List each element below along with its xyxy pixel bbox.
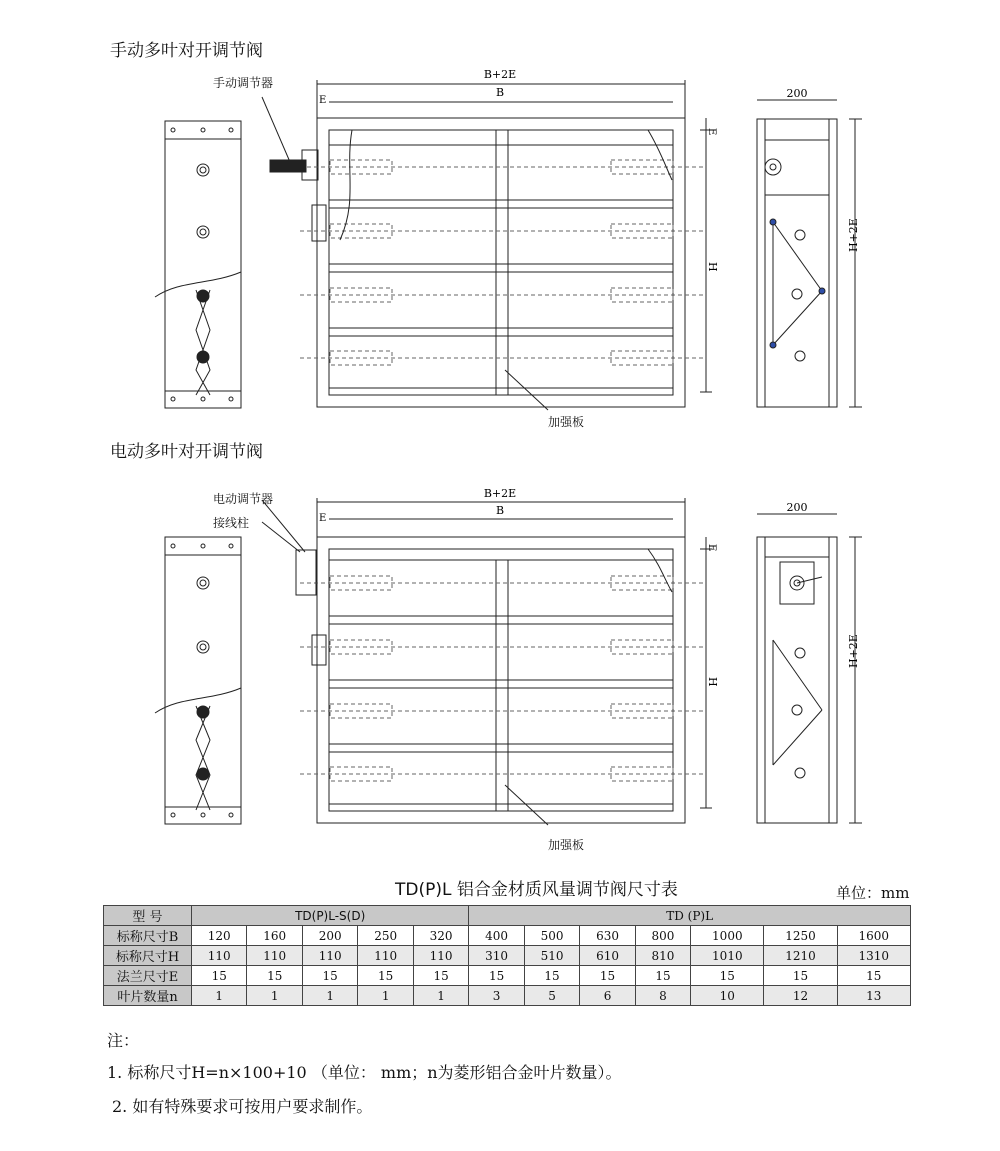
cell: 1010 (691, 946, 764, 966)
cell: 5 (524, 986, 579, 1006)
cell: 3 (469, 986, 524, 1006)
cell: 110 (247, 946, 302, 966)
cell: 15 (691, 966, 764, 986)
cell: 15 (837, 966, 910, 986)
dim-b2e-2: B+2E (483, 487, 517, 500)
table-row (104, 966, 911, 986)
cell: 15 (358, 966, 413, 986)
dim-e-side-2: E (706, 544, 717, 552)
cell: 400 (469, 926, 524, 946)
cell: 10 (691, 986, 764, 1006)
cell: 8 (635, 986, 690, 1006)
note-1: 1. 标称尺寸H=n×100+10 （单位： mm；n为菱形铝合金叶片数量）。 (107, 1063, 622, 1082)
stiffener-label-1: 加强板 (548, 415, 585, 429)
dim-h-1: H (706, 262, 719, 272)
cell: 110 (302, 946, 357, 966)
electric-damper-drawing (0, 440, 1000, 860)
cell: 160 (247, 926, 302, 946)
table-title: TD(P)L 铝合金材质风量调节阀尺寸表 (395, 880, 678, 900)
cell: 15 (192, 966, 247, 986)
dim-h-2: H (706, 677, 719, 687)
table-unit: 单位：mm (836, 884, 910, 902)
side-view-right-frame (757, 119, 837, 407)
row-label: 法兰尺寸E (104, 966, 192, 986)
model-header: 型 号 (104, 906, 192, 926)
cell: 1210 (764, 946, 837, 966)
cell: 810 (635, 946, 690, 966)
cell: 1 (192, 986, 247, 1006)
cell: 120 (192, 926, 247, 946)
cell: 1 (247, 986, 302, 1006)
table-row (104, 986, 911, 1006)
cell: 15 (247, 966, 302, 986)
notes-heading: 注： (107, 1031, 140, 1050)
cell: 630 (580, 926, 635, 946)
cell: 320 (413, 926, 468, 946)
cell: 510 (524, 946, 579, 966)
cell: 1 (302, 986, 357, 1006)
table-row (104, 946, 911, 966)
stiffener-label-2: 加强板 (548, 838, 585, 852)
cell: 310 (469, 946, 524, 966)
cell: 6 (580, 986, 635, 1006)
dim-e-2: E (319, 513, 327, 524)
row-label: 标称尺寸H (104, 946, 192, 966)
dim-b-2: B (495, 504, 505, 517)
cell: 200 (302, 926, 357, 946)
manual-damper-drawing (0, 0, 1000, 440)
cell: 500 (524, 926, 579, 946)
electric-actuator-label: 电动调节器 (213, 492, 274, 506)
table-row (104, 926, 911, 946)
spec-table (103, 905, 911, 1006)
cell: 15 (469, 966, 524, 986)
dim-depth-1: 200 (786, 87, 808, 100)
cell: 12 (764, 986, 837, 1006)
dim-h2e-1: H+2E (847, 218, 860, 252)
cell: 110 (413, 946, 468, 966)
dim-b2e-1: B+2E (483, 68, 517, 81)
cell: 1000 (691, 926, 764, 946)
cell: 110 (192, 946, 247, 966)
cell: 110 (358, 946, 413, 966)
row-label: 标称尺寸B (104, 926, 192, 946)
dim-e-side-1: E (706, 128, 717, 136)
cell: 1310 (837, 946, 910, 966)
cell: 15 (413, 966, 468, 986)
group2-header: TD (P)L (469, 906, 911, 926)
section-title-electric: 电动多叶对开调节阀 (110, 442, 263, 462)
note-2: 2. 如有特殊要求可按用户要求制作。 (112, 1097, 373, 1116)
cell: 1 (358, 986, 413, 1006)
dim-b-1: B (495, 86, 505, 99)
cell: 1250 (764, 926, 837, 946)
terminal-label: 接线柱 (213, 516, 250, 530)
cell: 1 (413, 986, 468, 1006)
section-title-manual: 手动多叶对开调节阀 (110, 41, 263, 61)
cell: 15 (635, 966, 690, 986)
group1-header: TD(P)L-S(D) (192, 906, 469, 926)
cell: 800 (635, 926, 690, 946)
dim-e-1: E (319, 95, 327, 106)
dim-h2e-2: H+2E (847, 634, 860, 668)
cell: 610 (580, 946, 635, 966)
dim-depth-2: 200 (786, 501, 808, 514)
cell: 250 (358, 926, 413, 946)
cell: 15 (580, 966, 635, 986)
cell: 15 (764, 966, 837, 986)
cell: 15 (524, 966, 579, 986)
row-label: 叶片数量n (104, 986, 192, 1006)
cell: 15 (302, 966, 357, 986)
manual-actuator-label: 手动调节器 (213, 76, 274, 90)
front-view-frame (317, 118, 685, 407)
table-header-row (104, 906, 911, 926)
cell: 13 (837, 986, 910, 1006)
cell: 1600 (837, 926, 910, 946)
